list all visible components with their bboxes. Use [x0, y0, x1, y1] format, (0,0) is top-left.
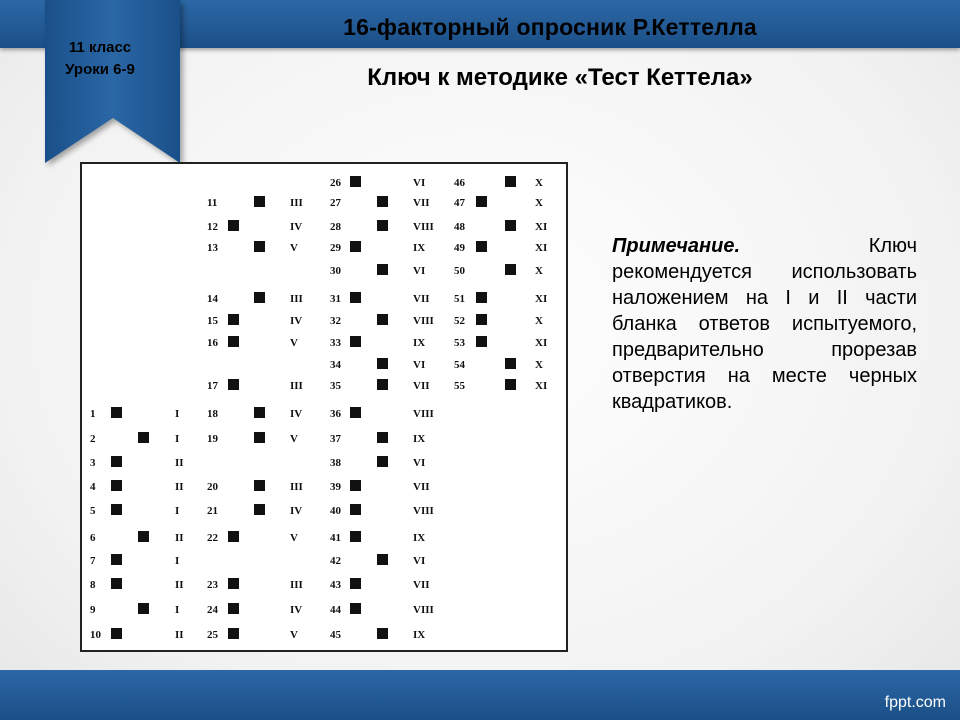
- item-number: 1: [90, 408, 96, 420]
- black-square-mark: [377, 264, 388, 275]
- item-number: 26: [330, 177, 341, 189]
- factor-roman-numeral: V: [290, 629, 298, 641]
- item-number: 49: [454, 242, 465, 254]
- factor-roman-numeral: X: [535, 265, 543, 277]
- item-number: 31: [330, 293, 341, 305]
- black-square-mark: [111, 407, 122, 418]
- note-paragraph: [612, 233, 917, 415]
- lesson-ribbon: [45, 0, 180, 163]
- slide-subtitle: Ключ к методике «Тест Кеттела»: [367, 64, 753, 91]
- factor-roman-numeral: VII: [413, 293, 430, 305]
- item-number: 20: [207, 481, 218, 493]
- item-number: 48: [454, 221, 465, 233]
- item-number: 41: [330, 532, 341, 544]
- black-square-mark: [228, 220, 239, 231]
- item-number: 42: [330, 555, 341, 567]
- factor-roman-numeral: II: [175, 457, 184, 469]
- item-number: 18: [207, 408, 218, 420]
- factor-roman-numeral: VII: [413, 481, 430, 493]
- factor-roman-numeral: IX: [413, 532, 426, 544]
- black-square-mark: [377, 554, 388, 565]
- black-square-mark: [111, 456, 122, 467]
- black-square-mark: [228, 603, 239, 614]
- item-number: 32: [330, 315, 341, 327]
- factor-roman-numeral: IV: [290, 604, 303, 616]
- item-number: 5: [90, 505, 96, 517]
- item-number: 51: [454, 293, 465, 305]
- factor-roman-numeral: III: [290, 481, 303, 493]
- black-square-mark: [476, 336, 487, 347]
- black-square-mark: [228, 314, 239, 325]
- black-square-mark: [505, 176, 516, 187]
- black-square-mark: [254, 292, 265, 303]
- note-label: Примечание.: [612, 235, 740, 257]
- factor-roman-numeral: X: [535, 197, 543, 209]
- black-square-mark: [254, 407, 265, 418]
- item-number: 34: [330, 359, 341, 371]
- item-number: 27: [330, 197, 341, 209]
- black-square-mark: [350, 407, 361, 418]
- item-number: 29: [330, 242, 341, 254]
- black-square-mark: [476, 314, 487, 325]
- black-square-mark: [254, 241, 265, 252]
- black-square-mark: [111, 480, 122, 491]
- black-square-mark: [350, 603, 361, 614]
- item-number: 6: [90, 532, 96, 544]
- factor-roman-numeral: VI: [413, 359, 426, 371]
- item-number: 4: [90, 481, 96, 493]
- factor-roman-numeral: I: [175, 604, 180, 616]
- answer-key-sheet: [80, 162, 568, 652]
- black-square-mark: [377, 432, 388, 443]
- item-number: 9: [90, 604, 96, 616]
- item-number: 43: [330, 579, 341, 591]
- black-square-mark: [111, 628, 122, 639]
- black-square-mark: [476, 241, 487, 252]
- factor-roman-numeral: III: [290, 380, 303, 392]
- item-number: 15: [207, 315, 218, 327]
- black-square-mark: [350, 531, 361, 542]
- factor-roman-numeral: V: [290, 242, 298, 254]
- black-square-mark: [505, 264, 516, 275]
- factor-roman-numeral: IV: [290, 408, 303, 420]
- factor-roman-numeral: IX: [413, 242, 426, 254]
- factor-roman-numeral: VI: [413, 555, 426, 567]
- item-number: 8: [90, 579, 96, 591]
- item-number: 22: [207, 532, 218, 544]
- ribbon-grade: 11 класс: [68, 39, 132, 56]
- black-square-mark: [476, 292, 487, 303]
- factor-roman-numeral: VIII: [413, 408, 434, 420]
- factor-roman-numeral: X: [535, 359, 543, 371]
- black-square-mark: [138, 531, 149, 542]
- item-number: 7: [90, 555, 96, 567]
- item-number: 11: [207, 197, 218, 209]
- black-square-mark: [505, 220, 516, 231]
- factor-roman-numeral: VIII: [413, 505, 434, 517]
- item-number: 53: [454, 337, 465, 349]
- black-square-mark: [111, 504, 122, 515]
- factor-roman-numeral: III: [290, 197, 303, 209]
- factor-roman-numeral: I: [175, 408, 180, 420]
- factor-roman-numeral: II: [175, 532, 184, 544]
- factor-roman-numeral: VII: [413, 579, 430, 591]
- item-number: 44: [330, 604, 341, 616]
- black-square-mark: [377, 358, 388, 369]
- factor-roman-numeral: VIII: [413, 315, 434, 327]
- factor-roman-numeral: V: [290, 337, 298, 349]
- slide-title: 16-факторный опросник Р.Кеттелла: [343, 14, 757, 40]
- item-number: 28: [330, 221, 341, 233]
- footer-brand: fppt.com: [884, 694, 946, 711]
- black-square-mark: [350, 241, 361, 252]
- black-square-mark: [377, 314, 388, 325]
- black-square-mark: [254, 480, 265, 491]
- factor-roman-numeral: III: [290, 293, 303, 305]
- item-number: 2: [90, 433, 96, 445]
- factor-roman-numeral: IV: [290, 505, 303, 517]
- footer-bar: [0, 670, 960, 720]
- black-square-mark: [228, 531, 239, 542]
- item-number: 23: [207, 579, 218, 591]
- item-number: 46: [454, 177, 465, 189]
- item-number: 37: [330, 433, 341, 445]
- factor-roman-numeral: X: [535, 315, 543, 327]
- black-square-mark: [377, 220, 388, 231]
- black-square-mark: [254, 196, 265, 207]
- black-square-mark: [228, 379, 239, 390]
- black-square-mark: [350, 176, 361, 187]
- black-square-mark: [111, 578, 122, 589]
- black-square-mark: [254, 504, 265, 515]
- factor-roman-numeral: III: [290, 579, 303, 591]
- factor-roman-numeral: XI: [535, 221, 548, 233]
- black-square-mark: [476, 196, 487, 207]
- factor-roman-numeral: II: [175, 481, 184, 493]
- black-square-mark: [350, 480, 361, 491]
- item-number: 21: [207, 505, 218, 517]
- ribbon-lessons: Уроки 6-9: [65, 61, 135, 78]
- item-number: 16: [207, 337, 218, 349]
- black-square-mark: [350, 504, 361, 515]
- item-number: 12: [207, 221, 218, 233]
- black-square-mark: [505, 379, 516, 390]
- factor-roman-numeral: VIII: [413, 221, 434, 233]
- factor-roman-numeral: XI: [535, 242, 548, 254]
- black-square-mark: [138, 603, 149, 614]
- item-number: 14: [207, 293, 218, 305]
- item-number: 55: [454, 380, 465, 392]
- item-number: 24: [207, 604, 218, 616]
- black-square-mark: [377, 196, 388, 207]
- factor-roman-numeral: V: [290, 433, 298, 445]
- factor-roman-numeral: XI: [535, 337, 548, 349]
- factor-roman-numeral: II: [175, 579, 184, 591]
- item-number: 50: [454, 265, 465, 277]
- black-square-mark: [111, 554, 122, 565]
- item-number: 19: [207, 433, 218, 445]
- factor-roman-numeral: V: [290, 532, 298, 544]
- item-number: 25: [207, 629, 218, 641]
- factor-roman-numeral: IV: [290, 221, 303, 233]
- item-number: 33: [330, 337, 341, 349]
- factor-roman-numeral: VIII: [413, 604, 434, 616]
- item-number: 54: [454, 359, 465, 371]
- factor-roman-numeral: VI: [413, 265, 426, 277]
- black-square-mark: [228, 578, 239, 589]
- factor-roman-numeral: II: [175, 629, 184, 641]
- factor-roman-numeral: VI: [413, 457, 426, 469]
- item-number: 47: [454, 197, 465, 209]
- item-number: 45: [330, 629, 341, 641]
- factor-roman-numeral: IX: [413, 433, 426, 445]
- factor-roman-numeral: VI: [413, 177, 426, 189]
- black-square-mark: [350, 292, 361, 303]
- item-number: 30: [330, 265, 341, 277]
- black-square-mark: [138, 432, 149, 443]
- black-square-mark: [350, 336, 361, 347]
- factor-roman-numeral: I: [175, 505, 180, 517]
- black-square-mark: [377, 628, 388, 639]
- factor-roman-numeral: XI: [535, 293, 548, 305]
- note-text: Ключ рекомендуется использовать наложением на I и II части бланка ответов испытуемого, предварительно прорезав отверстия на месте черных квадратиков.: [612, 235, 917, 413]
- factor-roman-numeral: IX: [413, 629, 426, 641]
- black-square-mark: [350, 578, 361, 589]
- item-number: 3: [90, 457, 96, 469]
- item-number: 39: [330, 481, 341, 493]
- factor-roman-numeral: IX: [413, 337, 426, 349]
- item-number: 35: [330, 380, 341, 392]
- factor-roman-numeral: IV: [290, 315, 303, 327]
- item-number: 17: [207, 380, 218, 392]
- factor-roman-numeral: I: [175, 433, 180, 445]
- factor-roman-numeral: VII: [413, 197, 430, 209]
- item-number: 52: [454, 315, 465, 327]
- factor-roman-numeral: XI: [535, 380, 548, 392]
- item-number: 13: [207, 242, 218, 254]
- factor-roman-numeral: X: [535, 177, 543, 189]
- factor-roman-numeral: I: [175, 555, 180, 567]
- black-square-mark: [228, 336, 239, 347]
- item-number: 40: [330, 505, 341, 517]
- black-square-mark: [228, 628, 239, 639]
- black-square-mark: [377, 379, 388, 390]
- item-number: 10: [90, 629, 101, 641]
- item-number: 38: [330, 457, 341, 469]
- factor-roman-numeral: VII: [413, 380, 430, 392]
- item-number: 36: [330, 408, 341, 420]
- black-square-mark: [377, 456, 388, 467]
- black-square-mark: [505, 358, 516, 369]
- black-square-mark: [254, 432, 265, 443]
